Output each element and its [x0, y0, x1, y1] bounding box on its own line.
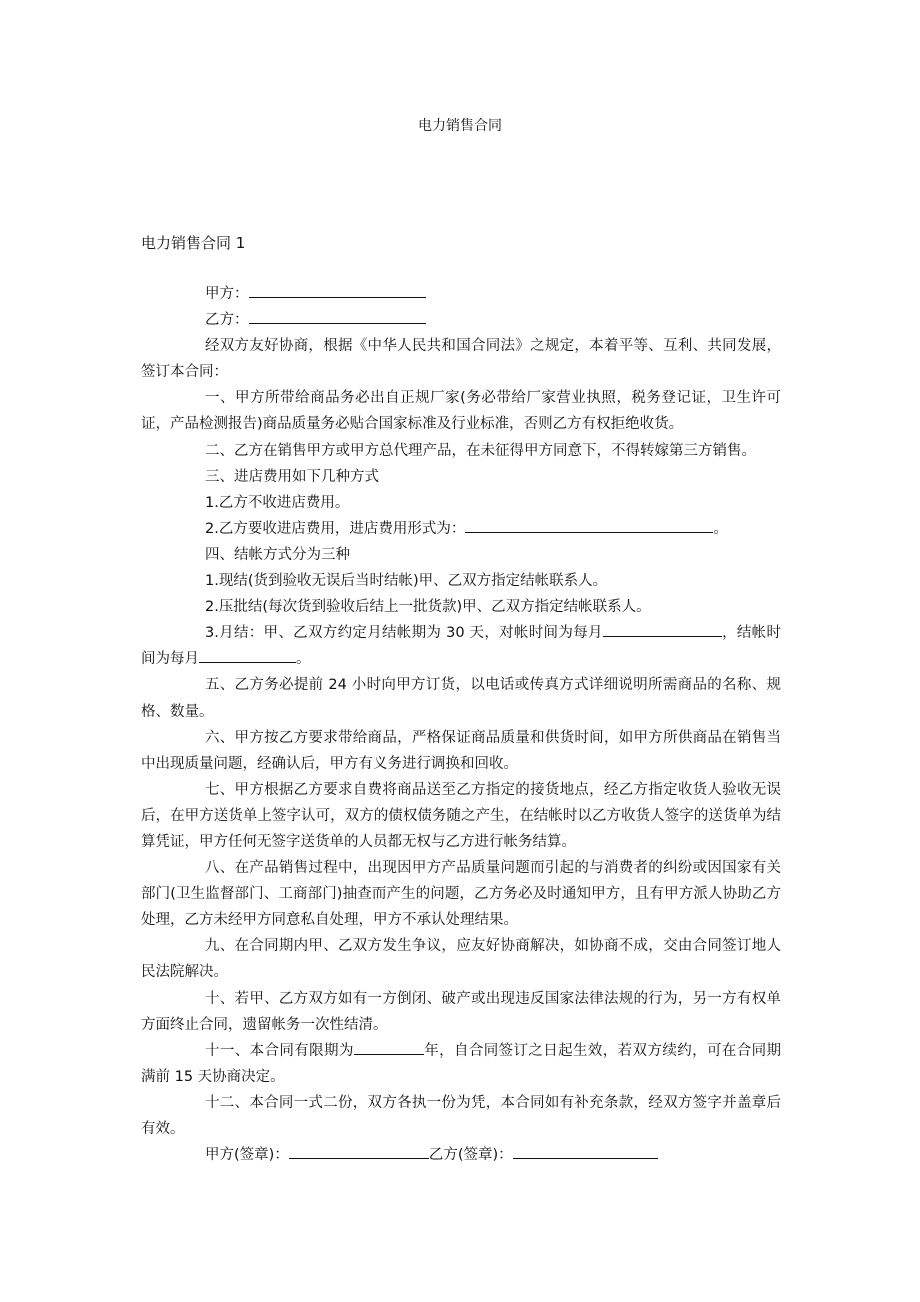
clause-10: 十、若甲、乙方双方如有一方倒闭、破产或出现违反国家法律法规的行为，另一方有权单方面终止合同，遗留帐务一次性结清。 — [141, 990, 781, 1033]
clause-1: 一、甲方所带给商品务必出自正规厂家(务必带给厂家营业执照，税务登记证，卫生许可证，产品检测报告)商品质量务必贴合国家标准及行业标准，否则乙方有权拒绝收货。 — [141, 390, 781, 433]
document-title: 电力销售合同 — [418, 118, 502, 134]
clause-4: 四、结帐方式分为三种 — [205, 546, 350, 563]
contract-subtitle: 电力销售合同 1 — [141, 234, 246, 252]
party-a-signature-blank — [289, 1144, 429, 1159]
party-a-blank — [249, 283, 426, 298]
clause-4-item-1: 1.现结(货到验收无误后当时结帐)甲、乙双方指定结帐联系人。 — [205, 573, 608, 590]
contract-term-blank — [354, 1040, 424, 1055]
clause-11-text-1: 十一、本合同有限期为 — [205, 1042, 354, 1059]
clause-4-item-3-text-1: 3.月结：甲、乙双方约定月结帐期为 30 天，对帐时间为每月 — [205, 625, 603, 642]
clause-6: 六、甲方按乙方要求带给商品，严格保证商品质量和供货时间，如甲方所供商品在销售当中出现质量问题，经确认后，甲方有义务进行调换和回收。 — [141, 729, 781, 772]
party-b-blank — [249, 309, 426, 324]
clause-7: 七、甲方根据乙方要求自费将商品送至乙方指定的接货地点，经乙方指定收货人验收无误后，在甲方送货单上签字认可，双方的债权债务随之产生，在结帐时以乙方收货人签字的送货单为结算凭证，甲方任何无签字送货单的人员都无权与乙方进行帐务结算。 — [141, 781, 781, 850]
clause-9: 九、在合同期内甲、乙双方发生争议，应友好协商解决，如协商不成，交由合同签订地人民法院解决。 — [141, 938, 781, 981]
clause-4-item-3 — [141, 620, 781, 672]
clause-4-item-3-text-3: 。 — [296, 651, 311, 668]
intro-paragraph: 经双方友好协商，根据《中华人民共和国合同法》之规定，本着平等、互利、共同发展，签订本合同： — [141, 338, 781, 381]
clause-12: 十二、本合同一式二份，双方各执一份为凭，本合同如有补充条款，经双方签字并盖章后有效。 — [141, 1094, 781, 1137]
clause-4-item-3-text-2: ，结帐时间为每月 — [141, 625, 781, 668]
party-b-line — [141, 307, 781, 333]
signature-line — [141, 1142, 781, 1168]
clause-11-text-2: 年，自合同签订之日起生效，若双方续约，可在合同期满前 15 天协商决定。 — [141, 1042, 782, 1085]
clause-3-item-2 — [141, 516, 781, 542]
clause-3: 三、进店费用如下几种方式 — [205, 468, 379, 485]
clause-4-item-2: 2.压批结(每次货到验收后结上一批货款)甲、乙双方指定结帐联系人。 — [205, 599, 651, 616]
clause-2: 二、乙方在销售甲方或甲方总代理产品，在未征得甲方同意下，不得转嫁第三方销售。 — [205, 442, 756, 459]
reconcile-date-blank — [603, 622, 722, 637]
clause-8: 八、在产品销售过程中，出现因甲方产品质量问题而引起的与消费者的纠纷或因国家有关部门(卫生监督部门、工商部门)抽查而产生的问题，乙方务必及时通知甲方，且有甲方派人协助乙方处理，乙方未经甲方同意私自处理，甲方不承认处理结果。 — [141, 860, 781, 929]
party-a-signature-label: 甲方(签章)： — [205, 1147, 289, 1164]
party-a-line — [141, 281, 781, 307]
clause-11 — [141, 1038, 781, 1090]
entry-fee-form-blank — [465, 518, 713, 533]
party-b-signature-blank — [513, 1144, 658, 1159]
party-b-label: 乙方： — [205, 312, 249, 329]
party-b-signature-label: 乙方(签章)： — [428, 1147, 513, 1164]
clause-3-item-2-text: 2.乙方要收进店费用，进店费用形式为： — [205, 520, 466, 537]
settle-date-blank — [199, 648, 296, 663]
clause-3-item-1: 1.乙方不收进店费用。 — [205, 494, 350, 511]
party-a-label: 甲方： — [205, 286, 249, 302]
clause-5: 五、乙方务必提前 24 小时向甲方订货，以电话或传真方式详细说明所需商品的名称、规格、数量。 — [141, 677, 781, 720]
contract-body — [141, 281, 781, 1168]
clause-3-item-2-end: 。 — [713, 520, 728, 537]
